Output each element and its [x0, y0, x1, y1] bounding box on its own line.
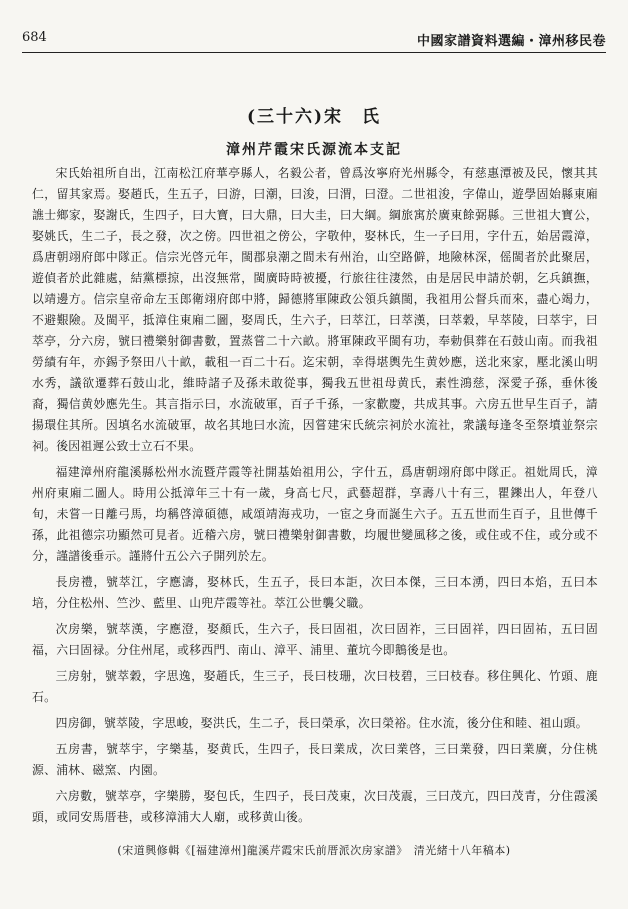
body-text	[32, 163, 598, 833]
paragraph-branch-6: 六房數，號萃亭，字樂勝，娶包氏，生四子，長曰茂東，次曰茂震，三曰茂亢，四曰茂青，分住霞溪頭，或同安馬厝巷，或移漳浦大人廟，或移黄山後。	[32, 789, 598, 824]
paragraph-origin: 宋氏始祖所自出，江南松江府華亭縣人，名毅公者，曾爲汝寧府光州縣令，有慈惠潭被及民，懷其其仁，留其家焉。娶趙氏，生五子，曰游，曰潮，曰浚，曰渭，曰澄。二世祖浚，字偉山，遊學固始縣東廂譙士鄉家，娶謝氏，生四子，曰大寶，曰大鼎，曰大圭，曰大綱。綱旅寓於廣東餘弼縣。三世祖大寶公，娶姚氏，生二子，長之發，次之傍。四世祖之傍公，字敬仲，娶林氏，生一子曰用，字什五，始居霞漳，爲唐朝翊府郎中隊正。信宗光啓元年，閩郡泉潮之間未有州治，山空路僻，地險林深，傜閩者於此聚居，遊偵者於此雜處，結黨標掠，出沒無常，閩廣時時被擾，行旅往往淒然，由是居民申請於朝，乞兵鎮撫，以靖邊方。信宗皇帝命左玉郎衛翊府郎中將，歸德將軍陳政公領兵鎮閩，我祖用公督兵而來，盡心竭力，不避艱險。及閩平，抵漳住東廂二圖，娶周氏，生六子，曰萃江，曰萃漢，曰萃穀，早萃陵，曰萃宇，曰萃亭，分六房，號曰禮樂射御書數，置蒸嘗二十六畝。將軍陳政平閩有功，奉勅俱葬在石鼓山南。而我祖勞績有年，亦錫予祭田八十畝，載租一百二十石。迄宋朝，幸得堪輿先生黄妙應，送北來家，壓北溪山明水秀，議欲遷葬石鼓山北，維時諸子及孫未敢從事，獨我五世祖母黄氏，素性鴻慈，深愛子孫，垂休後裔，獨信黄妙應先生。其言指示曰，水流破軍，百子千孫，一家歡慶，共成其事。六房五世早生百子，請揚環住其所。因填名水流破軍，故名其地曰水流，因嘗建宋氏統宗祠於水流社，衆議每逢冬至祭墳並祭宗祠。後因祖遲公致士立石不果。	[32, 166, 598, 453]
paragraph-branch-4: 四房御，號萃陵，字思峻，娶洪氏，生二子，長曰榮承，次曰榮裕。住水流，後分住和睦、祖山頭。	[55, 716, 588, 730]
section-title: (三十六)宋 氏	[246, 107, 382, 127]
document-subtitle: 漳州芹霞宋氏源流本支記	[226, 142, 402, 158]
page-header	[22, 28, 606, 53]
paragraph-branch-2: 次房樂，號萃漢，字應澄，娶顏氏，生六子，長曰固祖，次曰固祚，三曰固祥，四曰固祐，五曰固福，六曰固禄。分住州尾，或移西門、南山、漳平、浦里、董坑今即鵝後是也。	[32, 622, 598, 657]
paragraph-branch-1: 長房禮，號萃江，字應濤，娶林氏，生五子，長曰本詎，次曰本傑，三曰本湧，四曰本焰，五曰本培，分住松州、竺沙、藍里、山兜芹霞等社。萃江公世襲父職。	[32, 575, 598, 610]
paragraph-branch-3: 三房射，號萃穀，字思逸，娶趙氏，生三子，長曰枝珊，次曰枝碧，三曰枝春。移住興化、竹頭、鹿石。	[32, 669, 598, 704]
page-number: 684	[22, 30, 47, 45]
paragraph-founder: 福建漳州府龍溪縣松州水流暨芹霞等社開基始祖用公，字什五，爲唐朝翊府郎中隊正。祖妣周氏，漳州府東廂二圖人。時用公抵漳年三十有一歲，身高七尺，武藝超群，享壽八十有三，瞿鑠出人，年登八旬，未嘗一日離弓馬，均稱啓漳碩德，咸頌靖海戎功，一宦之身而誕生六子。五五世而生百子，且世傳千孫，此祖德宗功顯然可見者。近稽六房，號曰禮樂射御書數，均履世變風移之後，或住或不住，或分或不分，謹譜後垂示。謹將什五公六子開列於左。	[32, 465, 598, 563]
paragraph-branch-5: 五房書，號萃宇，字樂基，娶黄氏，生四子，長曰業成，次曰業啓，三曰業發，四曰業廣，分住桃源、浦林、磁窯、内園。	[32, 742, 598, 777]
running-head: 中國家譜資料選編・漳州移民卷	[416, 34, 606, 49]
source-caption: (宋道興修輯《[福建漳州]龍溪芹霞宋氏前厝派次房家譜》 清光緒十八年稿本)	[117, 844, 511, 857]
